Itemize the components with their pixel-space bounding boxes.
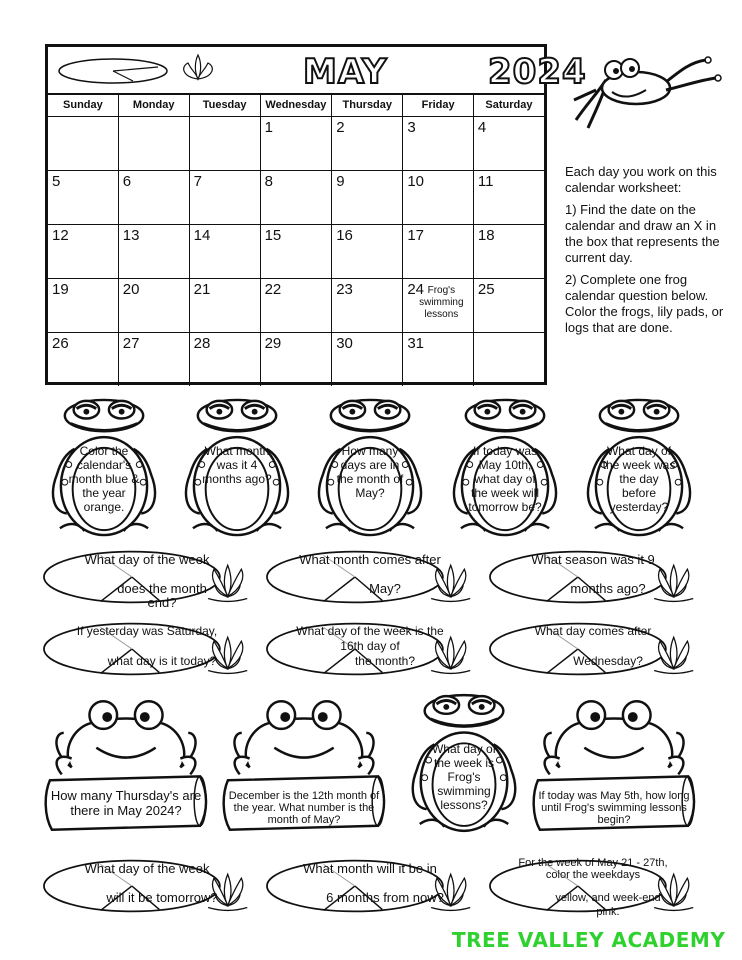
calendar-day-cell[interactable] (332, 225, 403, 279)
lily-question-text: If yesterday was Saturday, (76, 624, 218, 638)
calendar-day-cell[interactable] (189, 225, 260, 279)
frog-question-card[interactable] (446, 396, 564, 538)
calendar-day-cell[interactable] (473, 117, 544, 171)
day-number: 21 (193, 281, 211, 298)
calendar-day-cell[interactable] (260, 279, 332, 333)
frog-question-text: How many days are in the month of May? (336, 444, 404, 500)
calendar-grid (48, 93, 544, 386)
day-number: 19 (52, 281, 69, 298)
day-number: 28 (193, 335, 211, 352)
day-number: 16 (336, 227, 353, 244)
lily-question-text: What season was it 9 (531, 552, 655, 567)
calendar-day-cell[interactable] (332, 333, 403, 387)
frog-log-question-card[interactable] (220, 690, 388, 835)
day-number: 9 (336, 173, 345, 190)
day-number: 27 (122, 335, 140, 352)
day-number: 14 (193, 227, 211, 244)
lily-question-text: What day of the week (84, 552, 210, 567)
lily-question-text: 6 months from now? (326, 890, 444, 905)
calendar-day-cell[interactable] (473, 171, 544, 225)
year-title: 2024 (488, 52, 587, 92)
lily-pad-question[interactable] (265, 546, 480, 608)
weekday-header: Thursday (332, 94, 403, 117)
calendar-day-cell[interactable] (260, 333, 332, 387)
day-number: 2 (336, 119, 345, 136)
lily-pad-question[interactable] (488, 546, 703, 608)
calendar-day-cell[interactable] (260, 117, 332, 171)
lily-pad-question[interactable] (488, 618, 703, 680)
lily-question-text: What day of the week is the 16th day of (296, 624, 444, 653)
calendar-day-cell[interactable] (118, 279, 189, 333)
frog-question-text: If today was May 5th, how long until Frog's swimming lessons begin? (538, 790, 690, 826)
frog-question-text: What day of the week is Frog's swimming lessons? (431, 742, 497, 812)
lily-question-text: What month will it be in (303, 861, 437, 876)
frog-log-question-card[interactable] (530, 690, 698, 835)
weekday-header: Saturday (473, 94, 544, 117)
lily-question-text: For the week of May 21 - 27th, color the weekdays (518, 857, 668, 881)
calendar-day-cell[interactable] (260, 225, 332, 279)
calendar-day-cell[interactable] (189, 171, 260, 225)
frog-question-text: December is the 12th month of the year. What number is the month of May? (228, 790, 380, 826)
day-number: 25 (477, 281, 495, 298)
frog-question-text: What month was it 4 months ago? (202, 444, 272, 486)
lily-question-text: May? (369, 581, 401, 596)
calendar-day-cell[interactable] (48, 171, 118, 225)
calendar-day-cell[interactable] (473, 279, 544, 333)
calendar-day-cell[interactable] (473, 333, 544, 387)
calendar-day-cell[interactable] (48, 225, 118, 279)
frog-question-card[interactable] (580, 396, 698, 538)
frog-question-card[interactable] (178, 396, 296, 538)
day-number: 7 (193, 173, 202, 190)
lily-question-text: What month comes after (299, 552, 441, 567)
calendar-day-cell[interactable] (403, 279, 474, 333)
lily-question-text: what day is it today? (107, 654, 217, 668)
lily-question-text: months ago? (570, 581, 646, 596)
frog-question-text: How many Thursday's are there in May 2024? (50, 788, 202, 818)
instructions (565, 164, 735, 342)
lily-pad-question[interactable] (265, 618, 480, 680)
calendar-day-cell[interactable] (260, 171, 332, 225)
day-number: 5 (52, 173, 61, 190)
lily-question-text: yellow, and week-end pink. (555, 892, 661, 918)
weekday-header: Wednesday (260, 94, 332, 117)
frog-question-card[interactable] (45, 396, 163, 538)
lily-pad-lotus-icon (58, 53, 218, 87)
day-number: 4 (477, 119, 487, 136)
calendar-day-cell[interactable] (403, 171, 474, 225)
jumping-frog-icon (566, 40, 726, 140)
lily-pad-question[interactable] (42, 618, 257, 680)
calendar-day-cell[interactable] (189, 279, 260, 333)
day-number: 8 (264, 173, 273, 190)
calendar-day-cell[interactable] (48, 333, 118, 387)
day-number: 23 (336, 281, 353, 298)
calendar-day-cell[interactable] (403, 333, 474, 387)
frog-log-question-card[interactable] (42, 690, 210, 835)
frog-question-card[interactable] (311, 396, 429, 538)
may-calendar (45, 44, 587, 385)
day-number: 31 (407, 335, 425, 352)
day-number: 1 (264, 119, 273, 136)
day-number: 3 (407, 119, 416, 136)
weekday-header: Friday (403, 94, 474, 117)
day-number: 13 (122, 227, 140, 244)
day-number: 22 (264, 281, 282, 298)
lily-pad-question[interactable] (42, 855, 257, 917)
day-number: 30 (336, 335, 353, 352)
lily-question-text: What day comes after (534, 624, 652, 638)
instructions-step-2: 2) Complete one frog calendar question below. Color the frogs, lily pads, or logs that are done. (565, 272, 724, 335)
calendar-day-cell[interactable] (332, 171, 403, 225)
day-number: 11 (477, 173, 494, 190)
lily-pad-question[interactable] (488, 855, 703, 917)
calendar-day-cell[interactable] (332, 279, 403, 333)
calendar-day-cell[interactable] (473, 225, 544, 279)
calendar-header (48, 47, 587, 95)
calendar-day-cell[interactable] (48, 279, 118, 333)
frog-question-text: Color the calendar's month blue & the year orange. (68, 444, 140, 514)
calendar-day-cell[interactable] (118, 333, 189, 387)
calendar-day-cell[interactable] (189, 333, 260, 387)
day-number: 29 (264, 335, 282, 352)
day-number: 10 (407, 173, 425, 190)
frog-question-text: If today was May 10th, what day of the week will tomorrow be? (468, 444, 542, 514)
lily-pad-question[interactable] (42, 546, 257, 608)
lily-question-text: What day of the week (84, 861, 210, 876)
day-number: 12 (52, 227, 69, 244)
calendar-day-cell[interactable] (118, 171, 189, 225)
lily-question-text: the month? (354, 654, 416, 668)
lily-question-text: Wednesday? (573, 654, 643, 668)
lily-question-text: will it be tomorrow? (106, 890, 218, 905)
weekday-header: Monday (118, 94, 189, 117)
lily-pad-question[interactable] (265, 855, 480, 917)
weekday-header: Tuesday (189, 94, 260, 117)
frog-question-text: What day of the week was the day before yesterday? (602, 444, 676, 514)
lily-question-text: does the month end? (117, 581, 207, 610)
day-number: 17 (407, 227, 425, 244)
event-note: Frog's swimming lessons (419, 285, 464, 320)
weekday-header: Sunday (48, 94, 118, 117)
month-title: MAY (303, 52, 388, 92)
instructions-intro: Each day you work on this calendar worksheet: (565, 164, 717, 195)
day-number: 20 (122, 281, 140, 298)
calendar-day-cell[interactable] (118, 225, 189, 279)
calendar-day-cell[interactable] (403, 225, 474, 279)
frog-question-card[interactable] (405, 690, 523, 835)
calendar-day-cell[interactable] (332, 117, 403, 171)
day-number: 6 (122, 173, 132, 190)
day-number: 15 (264, 227, 282, 244)
instructions-step-1: 1) Find the date on the calendar and draw an X in the box that represents the current day. (565, 202, 720, 265)
day-number: 18 (477, 227, 495, 244)
day-number: 24 (407, 281, 425, 298)
calendar-day-cell[interactable] (118, 117, 189, 171)
calendar-day-cell[interactable] (48, 117, 118, 171)
brand-logo: TREE VALLEY ACADEMY (452, 928, 726, 952)
day-number: 26 (52, 335, 69, 352)
calendar-day-cell[interactable] (403, 117, 474, 171)
calendar-day-cell[interactable] (189, 117, 260, 171)
